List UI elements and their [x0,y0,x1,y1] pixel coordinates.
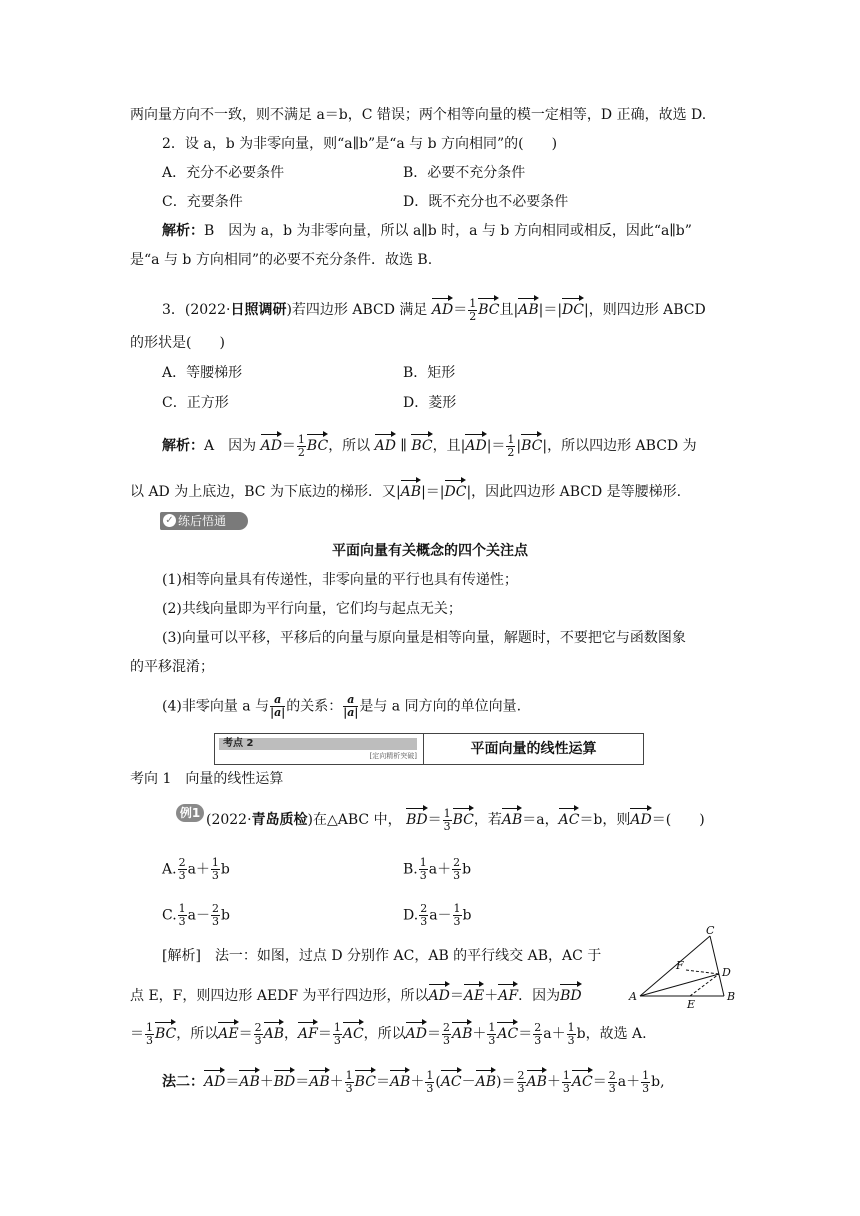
topic-title: 平面向量的线性运算 [470,741,597,757]
solution-line3: ＝ $\frac{1}{3}$ BC，所以AE＝ $\frac{2}{3}$ AB，AF＝ $\frac{1}{3}$ AC，所以AD＝ $\frac{2}{3}$ AB＋ $\frac{1}{3}$ AC＝ $\frac{2}{3}$ a＋ $\frac{1}{3}$ b，故选 A. [130,1020,647,1047]
option-d: D. $\frac{2}{3}$ a－ $\frac{1}{3}$ b [403,902,472,928]
label-a: A [629,990,637,1003]
option-b: B．矩形 [403,365,456,381]
option-b: B. $\frac{1}{3}$ a＋ $\frac{2}{3}$ b [403,856,472,882]
solution-line4: 法二：AD＝AB＋BD＝AB＋ $\frac{1}{3}$ BC＝AB＋ $\frac{1}{3}$ (AC－AB)＝ $\frac{2}{3}$ AB＋ $\frac{1}{3}$ AC＝ $\frac{2}{3}$ a＋ $\frac{1}{3}$ b, [162,1068,665,1095]
label-b: B [727,990,736,1003]
option-d: D．既不充分也不必要条件 [403,194,569,210]
question-3-cont: 的形状是( ) [130,335,225,351]
option-a: A．充分不必要条件 [162,165,285,181]
edge-ac [640,936,710,996]
segment-ad [640,974,719,996]
option-c: C．正方形 [162,395,229,411]
question-3: 3．(2022·日照调研)若四边形 ABCD 满足 AD＝ $\frac{1}{2}$ BC且|AB|＝|DC|，则四边形 ABCD [162,296,706,323]
label-c: C [706,924,715,937]
point-2: (2)共线向量即为平行向量，它们均与起点无关； [162,601,462,617]
point-3: (3)向量可以平移，平移后的向量与原向量是相等向量，解题时，不要把它与函数图象 [162,630,686,646]
topic-header [214,733,644,765]
option-a: A．等腰梯形 [162,365,243,381]
check-icon: ✓ [163,514,176,527]
section-title: 平面向量有关概念的四个关注点 [332,543,528,559]
point-1: (1)相等向量具有传递性，非零向量的平行也具有传递性； [162,572,518,588]
section-tag: ✓ 练后悟通 [160,512,248,530]
solution-2-line1: 解析：B 因为 a，b 为非零向量，所以 a∥b 时，a 与 b 方向相同或相反，因此“a∥b” [162,223,692,239]
point-4: (4)非零向量 a 与 $\frac{a}{|a|}$ 的关系： $\frac{a}{|a|}$ 是与 a 同方向的单位向量. [162,693,522,719]
solution-line2: 点 E，F，则四边形 AEDF 为平行四边形，所以AD＝AE＋AF．因为BD [130,982,582,1006]
topic-sub: [定向精析突破] [369,752,417,760]
option-d: D．菱形 [403,395,457,411]
solution-2-line2: 是“a 与 b 方向相同”的必要不充分条件．故选 B. [130,252,433,268]
option-a: A. $\frac{2}{3}$ a＋ $\frac{1}{3}$ b [162,856,230,882]
question-2: 2．设 a，b 为非零向量，则“a∥b”是“a 与 b 方向相同”的( ) [162,136,558,152]
segment-fd [686,970,719,974]
segment-ed [690,974,719,996]
topic-label: 考点 2 [219,738,417,750]
option-c: C. $\frac{1}{3}$ a－ $\frac{2}{3}$ b [162,902,230,928]
label-e: E [687,998,696,1010]
label-f: F [676,959,684,972]
sub-topic: 考向 1 向量的线性运算 [130,771,284,787]
solution-3-line2: 以 AD 为上底边，BC 为下底边的梯形．又|AB|＝|DC|，因此四边形 ABCD 是等腰梯形. [130,478,681,502]
text-line: 两向量方向不一致，则不满足 a＝b，C 错误；两个相等向量的模一定相等，D 正确，故选 D. [130,107,707,123]
example-question: (2022·青岛质检)在△ABC 中， BD＝ $\frac{1}{3}$ BC，若AB＝a，AC＝b，则AD＝( ) [206,806,705,833]
triangle-figure [626,924,746,1010]
solution-line1: [解析] 法一：如图，过点 D 分别作 AC，AB 的平行线交 AB，AC 于 [162,948,602,964]
option-c: C．充要条件 [162,194,243,210]
point-3-cont: 的平移混淆； [130,659,214,675]
label-d: D [722,966,731,979]
solution-label: 解析： [162,223,204,239]
option-b: B．必要不充分条件 [403,165,526,181]
example-badge: 例1 [176,804,204,822]
solution-3-line1: 解析：A 因为 AD＝ $\frac{1}{2}$ BC，所以 AD ∥ BC，且|AD|＝ $\frac{1}{2}$ |BC|，所以四边形 ABCD 为 [162,432,697,459]
